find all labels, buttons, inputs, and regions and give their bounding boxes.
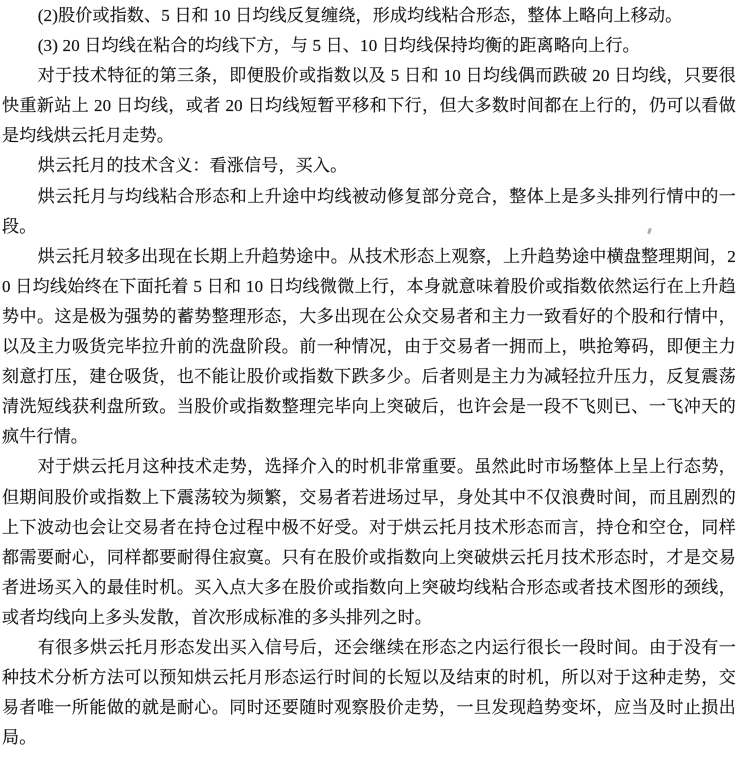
- paragraph-technical-feature-3: (3) 20 日均线在粘合的均线下方，与 5 日、10 日均线保持均衡的距离略向上行。: [37, 36, 640, 56]
- paragraph-entry-timing: 对于烘云托月这种技术走势，选择介入的时机非常重要。虽然此时市场整体上呈上行态势，但期间股价或指数上下震荡较为频繁，交易者若进场过早，身处其中不仅浪费时间，而且剧烈的上下波动也会让交易者在持仓过程中极不好受。对于烘云托月技术形态而言，持仓和空仓，同样都需要耐心，同样都要耐得住寂寞。只有在股价或指数向上突破烘云托月技术形态时，才是交易者进场买入的最佳时机。买入点大多在股价或指数向上突破均线粘合形态或者技术图形的颈线，或者均线向上多头发散，首次形成标准的多头排列之时。: [2, 457, 736, 627]
- paragraph-patience-advice: 有很多烘云托月形态发出买入信号后，还会继续在形态之内运行很长一段时间。由于没有一种技术分析方法可以预知烘云托月形态运行时间的长短以及结束的时机，所以对于这种走势，交易者唯一所能做的就是耐心。同时还要随时观察股价走势，一旦发现趋势变坏，应当及时止损出局。: [2, 637, 736, 748]
- paragraph-technical-meaning: 烘云托月的技术含义：看涨信号，买入。: [37, 156, 348, 176]
- paragraph-pattern-context: 烘云托月较多出现在长期上升趋势途中。从技术形态上观察，上升趋势途中横盘整理期间，20 日均线始终在下面托着 5 日和 10 日均线微微上行，本身就意味着股价或指数依然运行在上升趋势中。这是极为强势的蓄势整理形态，大多出现在公众交易者和主力一致看好的个股和行情中，以及主力吸货完毕拉升前的洗盘阶段。前一种情况，由于交易者一拥而上，哄抢筹码，即便主力刻意打压，建仓吸货，也不能让股价或指数下跌多少。后者则是主力为减轻拉升压力，反复震荡清洗短线获利盘所致。当股价或指数整理完毕向上突破后，也许会是一段不飞则已、一飞冲天的疯牛行情。: [2, 246, 736, 447]
- paragraph-technical-feature-2: (2)股价或指数、5 日和 10 日均线反复缠绕，形成均线粘合形态，整体上略向上移动。: [37, 6, 683, 25]
- paragraph-third-condition-note: 对于技术特征的第三条，即便股价或指数以及 5 日和 10 日均线偶而跌破 20 日均线，只要很快重新站上 20 日均线，或者 20 日均线短暂平移和下行，但大多数时间都在上行的，仍可以看做是均线烘云托月走势。: [2, 66, 736, 146]
- paragraph-pattern-overlap: 烘云托月与均线粘合形态和上升途中均线被动修复部分竞合，整体上是多头排列行情中的一段。: [2, 186, 736, 236]
